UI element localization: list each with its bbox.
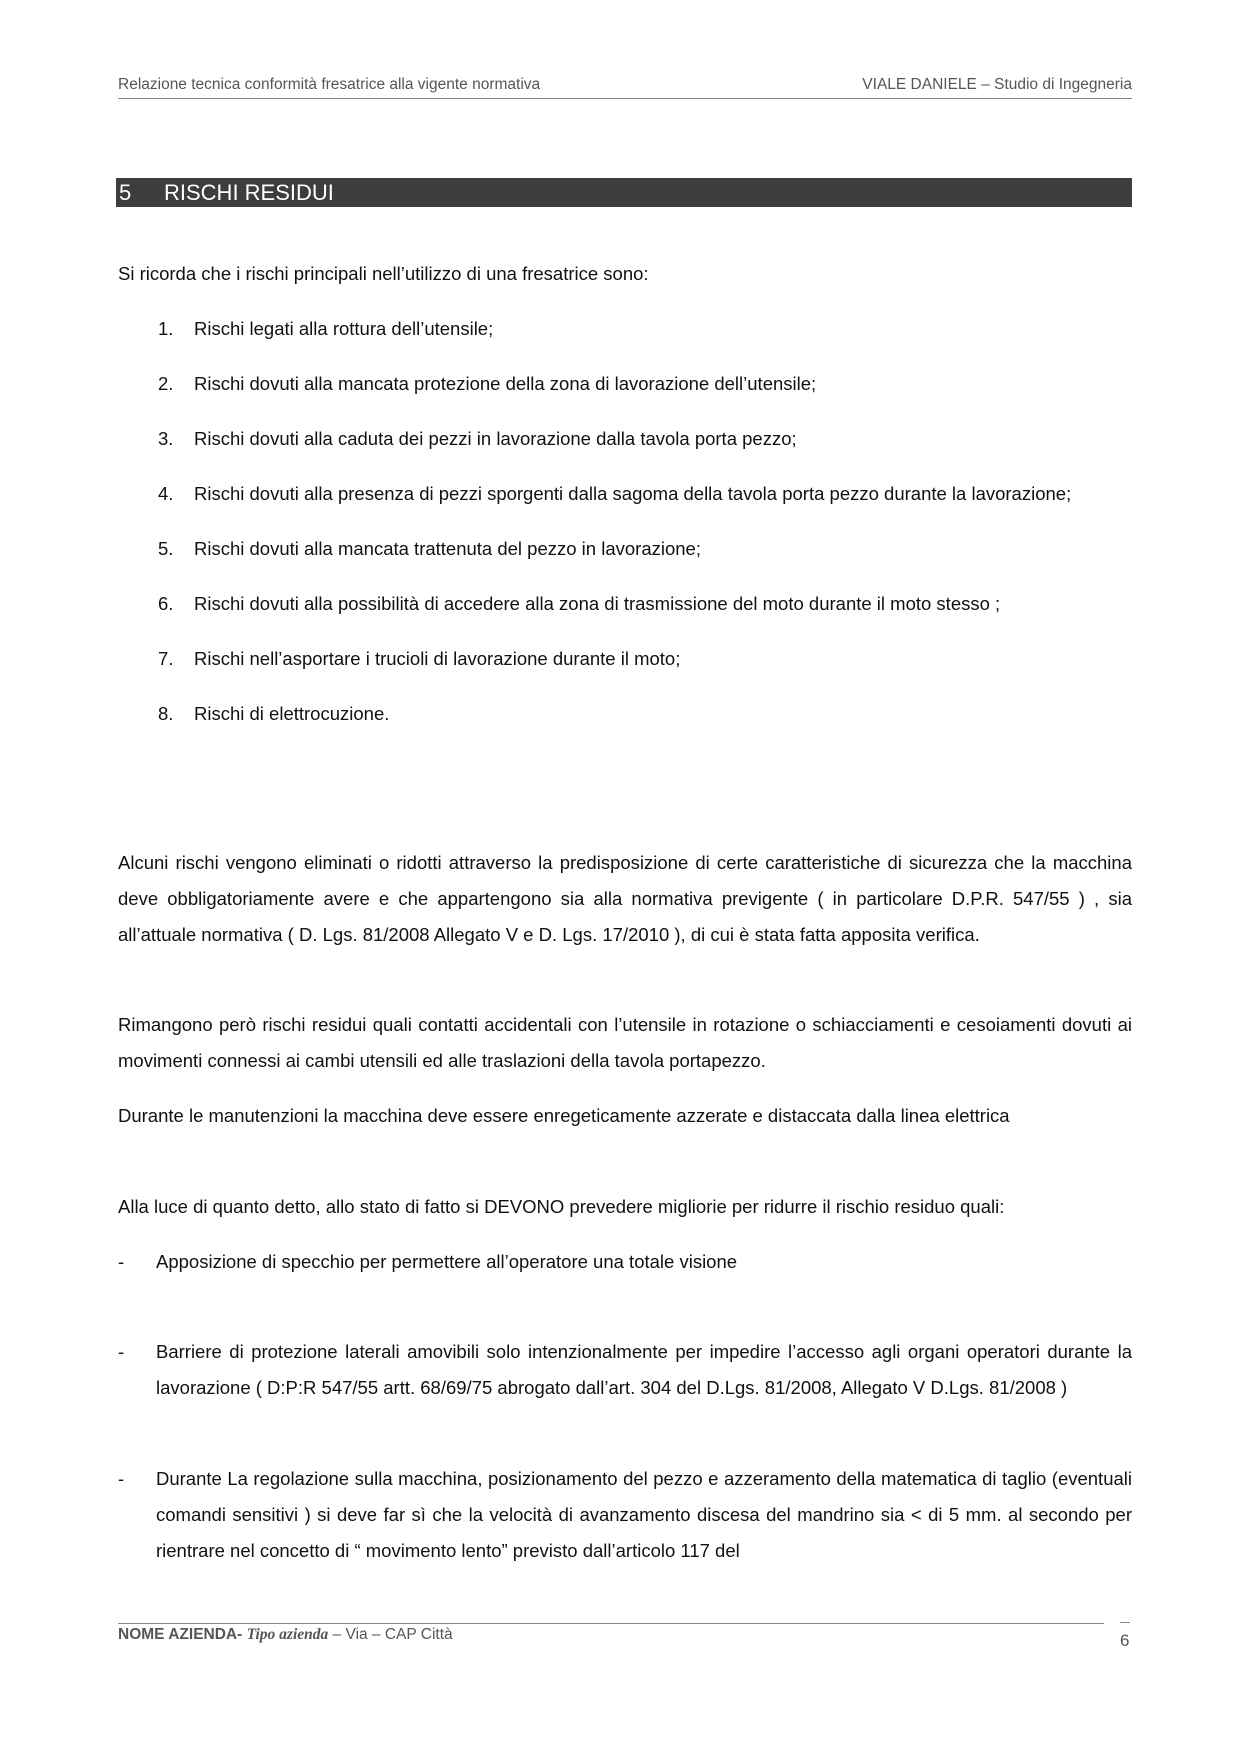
footer-company-type: Tipo azienda — [246, 1626, 329, 1643]
improvement-item — [118, 1461, 1132, 1569]
paragraph-residual-risks: Rimangono però rischi residui quali contatti accidentali con l’utensile in rotazione o schiacciamenti e cesoiamenti dovuti ai movimenti connessi ai cambi utensili ed alle traslazioni della tavola portapezzo. — [118, 1014, 1132, 1071]
page-number: 6 — [1120, 1631, 1130, 1650]
footer-address: – Via – CAP Città — [332, 1626, 453, 1643]
list-item-text: Rischi dovuti alla mancata protezione della zona di lavorazione dell’utensile; — [194, 373, 817, 394]
section-heading — [116, 178, 1132, 207]
list-item-number: 3. — [158, 428, 174, 449]
header-author: VIALE DANIELE – Studio di Ingegneria — [862, 76, 1132, 93]
list-item-text: Rischi dovuti alla caduta dei pezzi in lavorazione dalla tavola porta pezzo; — [194, 428, 797, 449]
list-item — [118, 476, 1132, 512]
list-item-number: 4. — [158, 483, 174, 504]
list-item-number: 8. — [158, 703, 174, 724]
page-number-mark — [1120, 1622, 1130, 1623]
list-item — [118, 421, 1132, 457]
list-item-text: Rischi dovuti alla presenza di pezzi sporgenti dalla sagoma della tavola porta pezzo durante la lavorazione; — [194, 483, 1072, 504]
improvement-text: Barriere di protezione laterali amovibili solo intenzionalmente per impedire l’accesso agli organi operatori durante la lavorazione ( D:P:R 547/55 artt. 68/69/75 abrogato dall’art. 304 del D.Lgs. 81/2008, Allegato V D.Lgs. 81/2008 ) — [156, 1341, 1132, 1398]
dash-bullet: - — [118, 1341, 125, 1362]
improvement-item — [118, 1244, 1132, 1280]
risk-list — [118, 311, 1132, 751]
list-item — [118, 586, 1132, 622]
list-item — [118, 531, 1132, 567]
paragraph-maintenance: Durante le manutenzioni la macchina deve essere enregeticamente azzerate e distaccata dalla linea elettrica — [118, 1105, 1010, 1126]
list-item — [118, 641, 1132, 677]
header-document-title: Relazione tecnica conformità fresatrice alla vigente normativa — [118, 76, 541, 93]
list-item-number: 7. — [158, 648, 174, 669]
dash-bullet: - — [118, 1468, 125, 1489]
section-title: RISCHI RESIDUI — [164, 180, 334, 205]
list-item — [118, 311, 1132, 347]
paragraph-improvements-intro: Alla luce di quanto detto, allo stato di fatto si DEVONO prevedere migliorie per ridurre il rischio residuo quali: — [118, 1196, 1005, 1217]
dash-bullet: - — [118, 1251, 125, 1272]
list-item-text: Rischi nell’asportare i trucioli di lavorazione durante il moto; — [194, 648, 681, 669]
page-footer — [118, 1626, 453, 1644]
list-item-text: Rischi dovuti alla possibilità di accedere alla zona di trasmissione del moto durante il moto stesso ; — [194, 593, 1001, 614]
improvement-text: Apposizione di specchio per permettere all’operatore una totale visione — [156, 1251, 738, 1272]
intro-paragraph: Si ricorda che i rischi principali nell’utilizzo di una fresatrice sono: — [118, 263, 649, 284]
list-item-text: Rischi legati alla rottura dell’utensile; — [194, 318, 494, 339]
list-item-number: 2. — [158, 373, 174, 394]
page-header — [118, 74, 1132, 99]
list-item-number: 1. — [158, 318, 174, 339]
list-item — [118, 366, 1132, 402]
improvement-item — [118, 1334, 1132, 1406]
improvement-text: Durante La regolazione sulla macchina, posizionamento del pezzo e azzeramento della matematica di taglio (eventuali comandi sensitivi ) si deve far sì che la velocità di avanzamento discesa del mandrino sia < di 5 mm. al secondo per rientrare nel concetto di “ movimento lento” previsto dall’articolo 117 del — [156, 1468, 1132, 1561]
list-item-number: 6. — [158, 593, 174, 614]
paragraph-safety-features: Alcuni rischi vengono eliminati o ridotti attraverso la predisposizione di certe caratteristiche di sicurezza che la macchina deve obbligatoriamente avere e che appartengono sia alla normativa previgente ( in particolare D.P.R. 547/55 ) , sia all’attuale normativa ( D. Lgs. 81/2008 Allegato V e D. Lgs. 17/2010 ), di cui è stata fatta apposita verifica. — [118, 852, 1132, 945]
footer-divider — [118, 1623, 1104, 1624]
section-number: 5 — [119, 180, 132, 205]
list-item-text: Rischi di elettrocuzione. — [194, 703, 390, 724]
footer-company: NOME AZIENDA- — [118, 1626, 243, 1643]
list-item-text: Rischi dovuti alla mancata trattenuta del pezzo in lavorazione; — [194, 538, 701, 559]
list-item — [118, 696, 1132, 732]
list-item-number: 5. — [158, 538, 174, 559]
